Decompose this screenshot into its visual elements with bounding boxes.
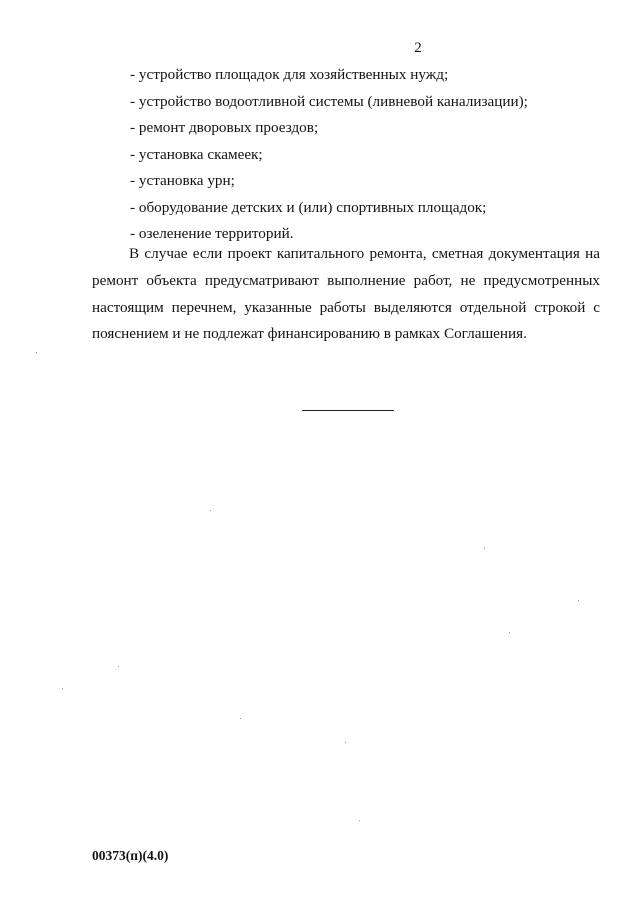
- list-item: - устройство площадок для хозяйственных нужд;: [130, 66, 449, 83]
- list-item: - установка урн;: [130, 172, 235, 189]
- separator-line: [302, 410, 394, 411]
- scan-speck: [240, 718, 241, 719]
- list-item: - установка скамеек;: [130, 145, 263, 163]
- scan-speck: [359, 820, 360, 821]
- work-list: [130, 62, 528, 248]
- page-number: 2: [414, 40, 422, 56]
- list-item: - оборудование детских и (или) спортивных площадок;: [130, 198, 487, 216]
- scan-speck: [345, 742, 346, 743]
- list-item: - ремонт дворовых проездов;: [130, 119, 319, 136]
- scan-speck: [578, 600, 579, 601]
- body-paragraph: В случае если проект капитального ремонта, сметная документация на ремонт объекта предусматривают выполнение работ, не предусмотренных настоящим перечнем, указанные работы выделяются отдельной строкой с пояснением и не подлежат финансированию в рамках Соглашения.: [92, 245, 600, 343]
- list-item: - устройство водоотливной системы (ливневой канализации);: [130, 92, 528, 110]
- scan-speck: [118, 666, 119, 667]
- scan-speck: [509, 632, 510, 633]
- document-code: 00373(п)(4.0): [92, 848, 169, 863]
- scan-speck: [62, 688, 63, 689]
- scan-speck: [36, 352, 37, 353]
- scan-speck: [484, 548, 485, 549]
- scan-speck: [210, 510, 211, 511]
- list-item: - озеленение территорий.: [130, 225, 294, 242]
